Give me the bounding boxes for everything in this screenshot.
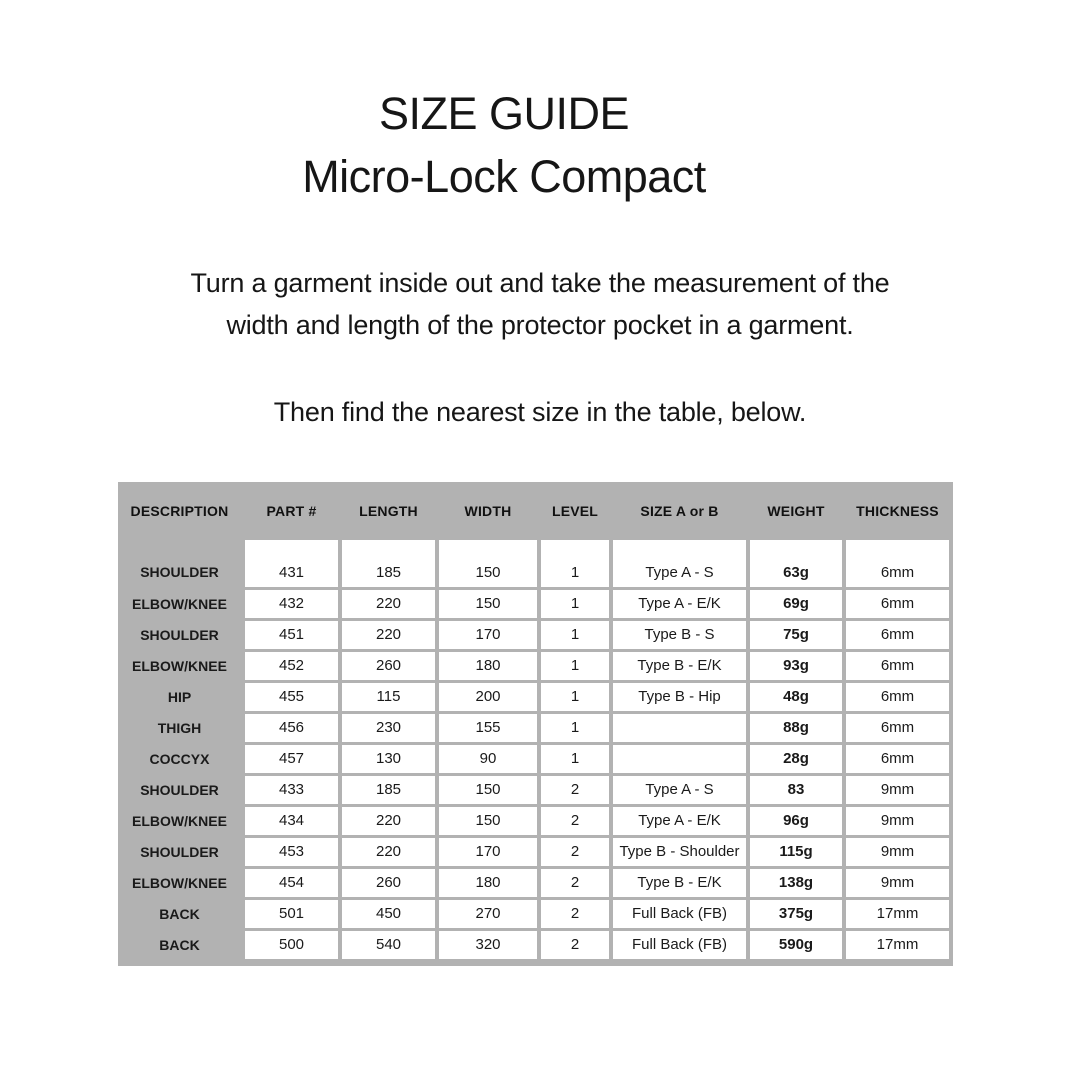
column-header-width: WIDTH <box>464 503 512 519</box>
cell-weight <box>750 931 842 959</box>
table-row <box>118 683 949 711</box>
cell-level-value: 2 <box>570 812 580 829</box>
cell-weight <box>750 869 842 897</box>
cell-length-value: 230 <box>375 719 402 736</box>
cell-width <box>439 714 537 742</box>
cell-size-value: Type B - Shoulder <box>619 843 740 860</box>
cell-thickness <box>846 776 949 804</box>
cell-size <box>613 838 746 866</box>
cell-length <box>342 714 435 742</box>
cell-width-value: 200 <box>475 688 501 705</box>
cell-width <box>439 540 537 587</box>
cell-length <box>342 776 435 804</box>
cell-width <box>439 931 537 959</box>
size-table <box>118 482 953 966</box>
cell-width-value: 150 <box>475 781 501 798</box>
cell-weight-value: 375g <box>778 905 814 922</box>
cell-thickness <box>846 838 949 866</box>
cell-size-value: Type A - S <box>645 564 714 581</box>
cell-width-value: 90 <box>479 750 497 767</box>
cell-thickness <box>846 931 949 959</box>
cell-level-value: 1 <box>570 564 580 581</box>
cell-weight <box>750 900 842 928</box>
cell-thickness <box>846 621 949 649</box>
cell-description-value: SHOULDER <box>140 782 219 798</box>
cell-width <box>439 621 537 649</box>
cell-part-value: 501 <box>278 905 305 922</box>
cell-size <box>613 745 746 773</box>
column-header-size: SIZE A or B <box>640 503 719 519</box>
cell-level <box>541 776 609 804</box>
cell-size-value: Type B - S <box>644 626 715 643</box>
cell-part-value: 456 <box>278 719 305 736</box>
cell-level <box>541 714 609 742</box>
cell-part-value: 432 <box>278 595 305 612</box>
cell-size-value: Type A - E/K <box>638 812 721 829</box>
cell-thickness <box>846 540 949 587</box>
cell-description <box>118 621 241 649</box>
table-row <box>118 540 949 587</box>
cell-size-value: Type A - S <box>645 781 714 798</box>
cell-weight <box>750 776 842 804</box>
cell-description <box>118 869 241 897</box>
cell-part <box>245 776 338 804</box>
cell-size <box>613 900 746 928</box>
cell-weight <box>750 540 842 587</box>
column-header-part: PART # <box>266 503 317 519</box>
cell-thickness-value: 6mm <box>880 688 915 705</box>
cell-level-value: 2 <box>570 936 580 953</box>
intro-text-line2: width and length of the protector pocket in a garment. <box>226 310 854 340</box>
cell-length-value: 220 <box>375 626 402 643</box>
cell-level <box>541 683 609 711</box>
cell-length-value: 115 <box>376 688 401 705</box>
cell-length <box>342 621 435 649</box>
intro-text <box>0 262 1080 346</box>
cell-level <box>541 869 609 897</box>
cell-width-value: 270 <box>475 905 501 922</box>
column-header-level: LEVEL <box>551 503 599 519</box>
cell-description <box>118 652 241 680</box>
cell-description-value: ELBOW/KNEE <box>132 596 227 612</box>
cell-width-value: 155 <box>475 719 501 736</box>
cell-part-value: 454 <box>278 874 305 891</box>
cell-level-value: 1 <box>570 626 580 643</box>
cell-weight-value: 96g <box>783 812 809 829</box>
column-header-description: DESCRIPTION <box>130 503 229 519</box>
cell-length-value: 220 <box>375 843 402 860</box>
cell-length <box>342 745 435 773</box>
column-header-weight: WEIGHT <box>767 503 825 519</box>
table-row <box>118 869 949 897</box>
cell-description-value: SHOULDER <box>140 844 219 860</box>
cell-thickness-value: 9mm <box>880 781 915 798</box>
cell-weight-value: 69g <box>783 595 809 612</box>
cell-level <box>541 540 609 587</box>
cell-part <box>245 590 338 618</box>
table-row <box>118 838 949 866</box>
cell-weight-value: 88g <box>783 719 809 736</box>
cell-description <box>118 807 241 835</box>
cell-part-value: 434 <box>278 812 305 829</box>
cell-description-value: SHOULDER <box>140 627 219 643</box>
cell-part <box>245 900 338 928</box>
table-row <box>118 652 949 680</box>
cell-level-value: 1 <box>570 595 580 612</box>
cell-weight-value: 590g <box>778 936 814 953</box>
cell-description-value: ELBOW/KNEE <box>132 658 227 674</box>
column-header-length: LENGTH <box>359 503 418 519</box>
cell-weight-value: 48g <box>783 688 809 705</box>
cell-description <box>118 776 241 804</box>
cell-level-value: 2 <box>570 781 580 798</box>
cell-part <box>245 714 338 742</box>
cell-part <box>245 745 338 773</box>
cell-size-value: Type B - Hip <box>638 688 721 705</box>
cell-description-value: COCCYX <box>149 751 210 767</box>
cell-description-value: ELBOW/KNEE <box>132 875 227 891</box>
cell-thickness-value: 6mm <box>880 564 915 581</box>
cell-length-value: 220 <box>375 595 402 612</box>
intro-text-line1: Turn a garment inside out and take the measurement of the <box>190 268 890 298</box>
cell-width-value: 170 <box>475 626 501 643</box>
cell-description <box>118 683 241 711</box>
cell-width-value: 320 <box>475 936 501 953</box>
instruction-text-line: Then find the nearest size in the table, below. <box>273 397 807 427</box>
cell-level-value: 2 <box>570 905 580 922</box>
table-row <box>118 776 949 804</box>
cell-description <box>118 838 241 866</box>
cell-size <box>613 931 746 959</box>
cell-part-value: 457 <box>278 750 305 767</box>
cell-description-value: ELBOW/KNEE <box>132 813 227 829</box>
cell-length-value: 185 <box>375 564 402 581</box>
cell-size-value: Type A - E/K <box>638 595 721 612</box>
cell-level <box>541 900 609 928</box>
cell-description-value: BACK <box>159 906 200 922</box>
cell-weight-value: 63g <box>783 564 809 581</box>
cell-width-value: 150 <box>475 564 501 581</box>
cell-size-value: Type B - E/K <box>637 657 722 674</box>
table-row <box>118 621 949 649</box>
cell-length <box>342 590 435 618</box>
cell-weight <box>750 838 842 866</box>
cell-length <box>342 869 435 897</box>
cell-part <box>245 540 338 587</box>
cell-level-value: 1 <box>570 688 580 705</box>
cell-size <box>613 683 746 711</box>
cell-size-value: Full Back (FB) <box>631 936 727 953</box>
cell-thickness-value: 9mm <box>880 843 915 860</box>
cell-description <box>118 714 241 742</box>
cell-part <box>245 621 338 649</box>
cell-level-value: 1 <box>570 657 580 674</box>
cell-width <box>439 869 537 897</box>
table-header-row <box>118 482 949 540</box>
cell-thickness-value: 6mm <box>880 657 915 674</box>
cell-thickness-value: 6mm <box>880 719 915 736</box>
cell-length-value: 540 <box>375 936 402 953</box>
table-row <box>118 590 949 618</box>
cell-thickness <box>846 652 949 680</box>
cell-level-value: 1 <box>570 750 580 767</box>
cell-thickness <box>846 714 949 742</box>
cell-thickness <box>846 807 949 835</box>
cell-description <box>118 745 241 773</box>
cell-weight <box>750 590 842 618</box>
cell-level <box>541 838 609 866</box>
cell-weight-value: 138g <box>778 874 814 891</box>
cell-part-value: 433 <box>278 781 305 798</box>
table-row <box>118 745 949 773</box>
cell-part-value: 455 <box>278 688 305 705</box>
cell-description-value: HIP <box>167 689 192 705</box>
cell-size <box>613 590 746 618</box>
cell-length <box>342 540 435 587</box>
cell-level-value: 2 <box>570 843 580 860</box>
cell-thickness-value: 6mm <box>880 595 915 612</box>
cell-length-value: 220 <box>375 812 402 829</box>
cell-part-value: 451 <box>278 626 305 643</box>
cell-part <box>245 931 338 959</box>
cell-level <box>541 931 609 959</box>
table-body <box>118 540 949 959</box>
cell-length-value: 130 <box>375 750 402 767</box>
cell-thickness <box>846 745 949 773</box>
table-row <box>118 931 949 959</box>
cell-length <box>342 652 435 680</box>
cell-part <box>245 807 338 835</box>
cell-size <box>613 807 746 835</box>
cell-thickness <box>846 683 949 711</box>
cell-description <box>118 590 241 618</box>
cell-weight <box>750 652 842 680</box>
column-header-thickness: THICKNESS <box>856 503 939 519</box>
cell-length-value: 260 <box>375 657 402 674</box>
cell-width-value: 150 <box>475 812 501 829</box>
cell-weight <box>750 807 842 835</box>
cell-width-value: 150 <box>475 595 501 612</box>
cell-thickness <box>846 590 949 618</box>
cell-length-value: 450 <box>375 905 402 922</box>
table-row <box>118 900 949 928</box>
cell-width <box>439 776 537 804</box>
cell-length-value: 260 <box>375 874 402 891</box>
cell-width-value: 170 <box>475 843 501 860</box>
cell-part <box>245 838 338 866</box>
cell-description <box>118 540 241 587</box>
cell-description <box>118 931 241 959</box>
cell-part-value: 500 <box>278 936 305 953</box>
cell-part-value: 453 <box>278 843 305 860</box>
cell-length <box>342 931 435 959</box>
cell-length <box>342 900 435 928</box>
page-title-line2: Micro-Lock Compact <box>302 151 706 202</box>
cell-width <box>439 900 537 928</box>
cell-part <box>245 652 338 680</box>
cell-weight <box>750 683 842 711</box>
cell-part-value: 431 <box>278 564 305 581</box>
cell-thickness-value: 9mm <box>880 874 915 891</box>
page-title-line1: SIZE GUIDE <box>378 88 630 139</box>
cell-level-value: 2 <box>570 874 580 891</box>
cell-size <box>613 869 746 897</box>
cell-level <box>541 745 609 773</box>
cell-thickness-value: 6mm <box>880 626 915 643</box>
cell-length <box>342 838 435 866</box>
cell-level <box>541 652 609 680</box>
cell-size <box>613 776 746 804</box>
cell-weight-value: 93g <box>783 657 809 674</box>
cell-thickness <box>846 900 949 928</box>
cell-length <box>342 683 435 711</box>
cell-width <box>439 590 537 618</box>
cell-length <box>342 807 435 835</box>
cell-width-value: 180 <box>475 874 501 891</box>
cell-level <box>541 621 609 649</box>
cell-width <box>439 838 537 866</box>
cell-weight-value: 115g <box>779 843 813 860</box>
instruction-text <box>0 391 1080 433</box>
cell-weight-value: 75g <box>783 626 809 643</box>
cell-thickness-value: 6mm <box>880 750 915 767</box>
cell-width <box>439 745 537 773</box>
cell-description-value: THIGH <box>157 720 202 736</box>
cell-thickness-value: 17mm <box>876 936 919 953</box>
cell-level <box>541 807 609 835</box>
cell-width <box>439 683 537 711</box>
cell-size <box>613 540 746 587</box>
cell-weight <box>750 745 842 773</box>
cell-weight-value: 28g <box>783 750 809 767</box>
cell-size-value: Type B - E/K <box>637 874 722 891</box>
table-row <box>118 714 949 742</box>
cell-thickness-value: 9mm <box>880 812 915 829</box>
cell-size <box>613 714 746 742</box>
cell-width-value: 180 <box>475 657 501 674</box>
cell-size <box>613 652 746 680</box>
cell-thickness-value: 17mm <box>876 905 919 922</box>
cell-size-value: Full Back (FB) <box>631 905 727 922</box>
cell-level <box>541 590 609 618</box>
cell-weight <box>750 714 842 742</box>
page-title <box>0 82 1080 208</box>
cell-description-value: BACK <box>159 937 200 953</box>
cell-weight-value: 83 <box>787 781 805 798</box>
cell-part <box>245 683 338 711</box>
cell-level-value: 1 <box>570 719 580 736</box>
cell-width <box>439 652 537 680</box>
cell-part-value: 452 <box>278 657 305 674</box>
cell-description-value: SHOULDER <box>140 564 219 580</box>
cell-description <box>118 900 241 928</box>
cell-part <box>245 869 338 897</box>
cell-length-value: 185 <box>375 781 402 798</box>
cell-thickness <box>846 869 949 897</box>
table-row <box>118 807 949 835</box>
cell-width <box>439 807 537 835</box>
cell-size <box>613 621 746 649</box>
cell-weight <box>750 621 842 649</box>
